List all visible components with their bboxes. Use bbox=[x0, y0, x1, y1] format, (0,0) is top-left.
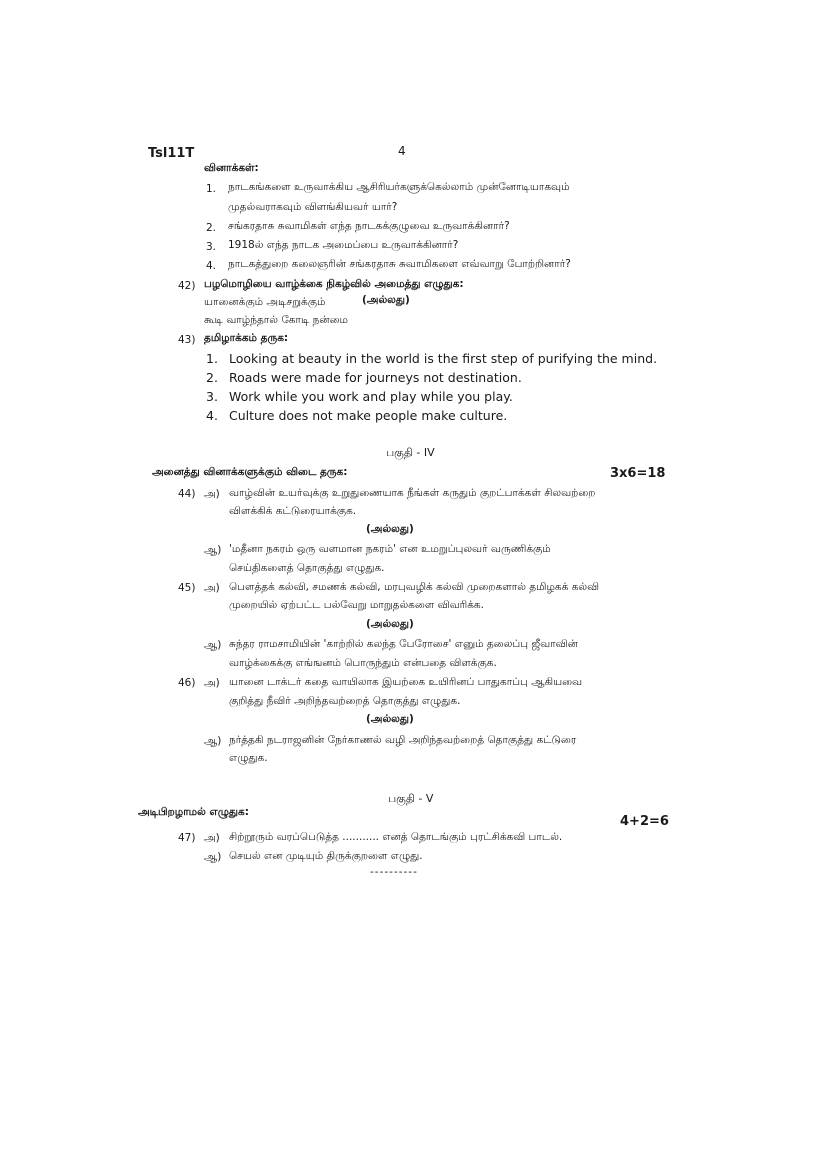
option-label: ஆ) bbox=[204, 735, 222, 747]
option-label: ஆ) bbox=[204, 544, 222, 556]
list-item-number: 3. bbox=[206, 389, 218, 404]
question-text: முறையில் ஏற்பட்ட பல்வேறு மாறுதல்களை விவரிக்க. bbox=[229, 599, 484, 611]
list-item-number: 2. bbox=[206, 370, 218, 385]
question-text: 'மதீனா நகரம் ஒரு வளமான நகரம்' என உமறுப்புலவர் வருணிக்கும் bbox=[229, 543, 551, 555]
question-text: வாழ்வின் உயர்வுக்கு உறுதுணையாக நீங்கள் கருதும் குறட்பாக்கள் சிலவற்றை bbox=[229, 487, 596, 499]
question-prompt: தமிழாக்கம் தருக: bbox=[204, 332, 289, 344]
list-item-number: 4. bbox=[206, 408, 218, 423]
translation-sentence: Looking at beauty in the world is the first step of purifying the mind. bbox=[229, 351, 658, 366]
list-item-text: நாடகங்களை உருவாக்கிய ஆசிரியர்களுக்கெல்லாம் முன்னோடியாகவும் bbox=[228, 181, 570, 193]
section-marks: 4+2=6 bbox=[620, 814, 669, 829]
questions-heading: வினாக்கள்: bbox=[204, 162, 259, 174]
list-item-text: முதல்வராகவும் விளங்கியவர் யார்? bbox=[228, 201, 398, 213]
proverb-option: யானைக்கும் அடிசறுக்கும் bbox=[204, 296, 326, 308]
section-instruction: அனைத்து வினாக்களுக்கும் விடை தருக: bbox=[152, 466, 348, 478]
question-number: 47) bbox=[178, 832, 196, 844]
list-item-text: நாடகத்துறை கலைஞரின் சங்கரதாசு சுவாமிகளை எவ்வாறு போற்றினார்? bbox=[228, 258, 571, 270]
question-text: செய்திகளைத் தொகுத்து எழுதுக. bbox=[229, 562, 385, 574]
list-item-text: 1918ல் எந்த நாடக அமைப்பை உருவாக்கினார்? bbox=[228, 239, 459, 251]
option-label: ஆ) bbox=[204, 639, 222, 651]
option-label: ஆ) bbox=[204, 851, 222, 863]
list-item-number: 1. bbox=[206, 351, 218, 366]
translation-sentence: Culture does not make people make culture. bbox=[229, 408, 508, 423]
question-text: வாழ்க்கைக்கு எங்ஙனம் பொருந்தும் என்பதை விளக்குக. bbox=[229, 657, 497, 669]
section-instruction: அடிபிறழாமல் எழுதுக: bbox=[138, 806, 249, 818]
or-label: (அல்லது) bbox=[366, 618, 414, 630]
question-prompt: பழமொழியை வாழ்க்கை நிகழ்வில் அமைத்து எழுதுக: bbox=[204, 278, 464, 290]
option-label: அ) bbox=[204, 832, 220, 844]
proverb-option: கூடி வாழ்ந்தால் கோடி நன்மை bbox=[204, 314, 348, 326]
or-label: (அல்லது) bbox=[362, 294, 410, 306]
question-number: 44) bbox=[178, 488, 196, 500]
section-title: பகுதி - V bbox=[388, 792, 434, 805]
section-title: பகுதி - IV bbox=[386, 446, 435, 459]
end-mark: ---------- bbox=[370, 866, 418, 878]
list-item-number: 1. bbox=[206, 183, 217, 195]
question-text: சிற்றூரும் வரப்பெடுத்த ........... எனத் தொடங்கும் புரட்சிக்கவி பாடல். bbox=[229, 831, 563, 843]
option-label: அ) bbox=[204, 488, 220, 500]
question-number: 42) bbox=[178, 280, 196, 292]
list-item-number: 4. bbox=[206, 260, 217, 272]
question-text: யானை டாக்டர் கதை வாயிலாக இயற்கை உயிரினப் பாதுகாப்பு ஆகியவை bbox=[229, 676, 583, 688]
question-number: 46) bbox=[178, 677, 196, 689]
option-label: அ) bbox=[204, 677, 220, 689]
question-text: எழுதுக. bbox=[229, 752, 268, 764]
question-text: நர்த்தகி நடராஜனின் நேர்காணல் வழி அறிந்தவற்றைத் தொகுத்து கட்டுரை bbox=[229, 734, 577, 746]
translation-sentence: Work while you work and play while you play. bbox=[229, 389, 513, 404]
list-item-number: 2. bbox=[206, 222, 217, 234]
question-text: விளக்கிக் கட்டுரையாக்குக. bbox=[229, 505, 357, 517]
list-item-number: 3. bbox=[206, 241, 217, 253]
option-label: அ) bbox=[204, 582, 220, 594]
question-text: செயல் என முடியும் திருக்குறளை எழுது. bbox=[229, 850, 423, 862]
page-number: 4 bbox=[398, 144, 406, 158]
paper-code: Tsl11T bbox=[148, 146, 195, 161]
section-marks: 3x6=18 bbox=[610, 466, 666, 481]
or-label: (அல்லது) bbox=[366, 523, 414, 535]
question-text: சுந்தர ராமசாமியின் 'காற்றில் கலந்த பேரோசை' எனும் தலைப்பு ஜீவாவின் bbox=[229, 638, 578, 650]
translation-sentence: Roads were made for journeys not destination. bbox=[229, 370, 522, 385]
question-number: 43) bbox=[178, 334, 196, 346]
question-text: பௌத்தக் கல்வி, சமணக் கல்வி, மரபுவழிக் கல்வி முறைகளால் தமிழகக் கல்வி bbox=[229, 581, 600, 593]
question-number: 45) bbox=[178, 582, 196, 594]
list-item-text: சங்கரதாசு சுவாமிகள் எந்த நாடகக்குழுவை உருவாக்கினார்? bbox=[228, 220, 510, 232]
or-label: (அல்லது) bbox=[366, 713, 414, 725]
question-text: குறித்து நீவிர் அறிந்தவற்றைத் தொகுத்து எழுதுக. bbox=[229, 695, 461, 707]
